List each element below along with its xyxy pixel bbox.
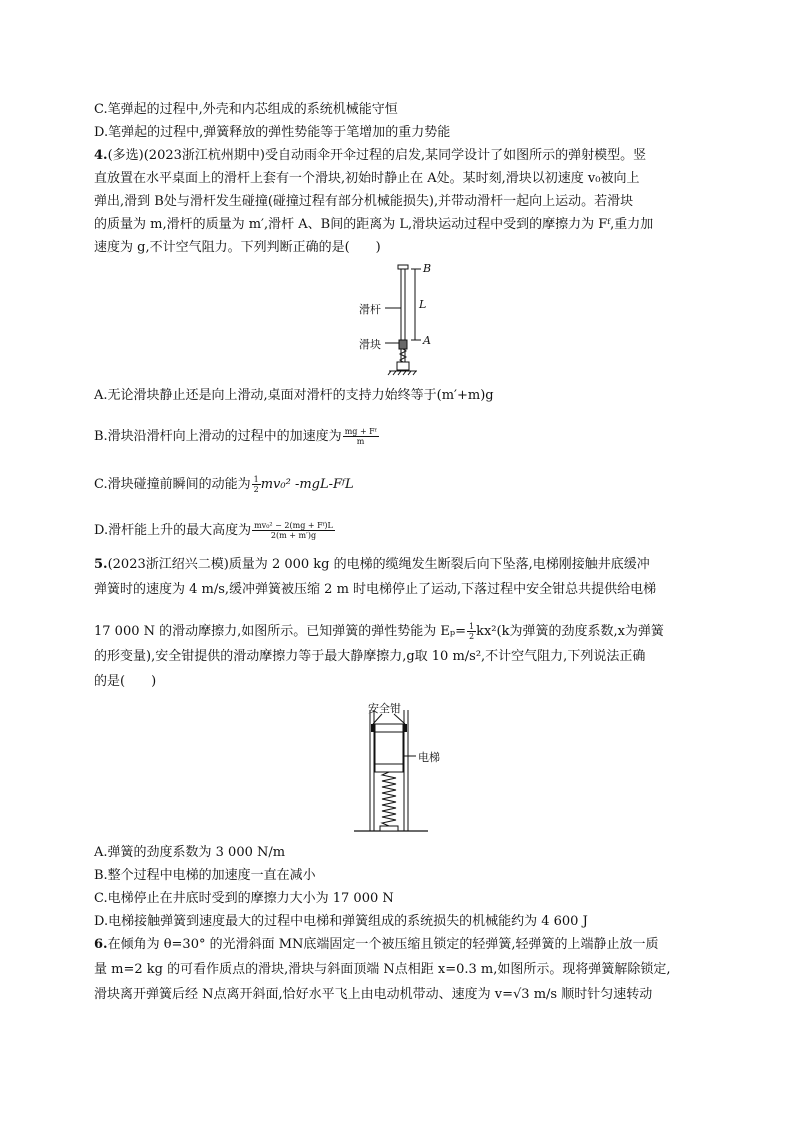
q4-option-c <box>94 475 354 494</box>
point-b-label: B <box>423 262 432 275</box>
q4-option-c-text: C.滑块碰撞前瞬间的动能为 <box>94 477 251 492</box>
safety-clamp-label: 安全钳 <box>368 702 401 715</box>
q5-line-1 <box>94 556 650 574</box>
block-label: 滑块 <box>359 338 381 351</box>
q5-option-b: B.整个过程中电梯的加速度一直在减小 <box>94 868 316 883</box>
q4-option-d-fraction <box>252 521 335 540</box>
elevator-label: 电梯 <box>418 751 440 764</box>
q5-text-3b: kx²(k为弹簧的劲度系数,x为弹簧 <box>476 624 664 639</box>
q5-text-1: (2023浙江绍兴二模)质量为 2 000 kg 的电梯的缆绳发生断裂后向下坠落,电梯刚接触井底缓冲 <box>107 557 650 572</box>
q4-option-d <box>94 521 335 540</box>
q5-line-3 <box>94 622 664 641</box>
base <box>397 362 409 370</box>
rod-label: 滑杆 <box>359 303 381 316</box>
fraction-denominator: 2 <box>253 485 259 494</box>
spring-base <box>380 826 398 831</box>
q6-line-1 <box>94 936 659 954</box>
block <box>399 340 407 349</box>
q4-figure-svg <box>355 262 445 382</box>
q4-option-c-fraction <box>252 475 261 494</box>
q5-figure-svg <box>352 700 472 835</box>
q5-option-d: D.电梯接触弹簧到速度最大的过程中电梯和弹簧组成的系统损失的机械能约为 4 600 J <box>94 914 588 929</box>
q4-line-1 <box>94 147 646 165</box>
q4-line-5: 速度为 g,不计空气阻力。下列判断正确的是( ) <box>94 240 381 255</box>
safety-clamp-left <box>371 724 375 732</box>
q4-option-b-fraction <box>343 427 379 446</box>
rod <box>401 266 405 366</box>
q5-line-5: 的是( ) <box>94 674 157 689</box>
q5-line-2: 弹簧时的速度为 4 m/s,缓冲弹簧被压缩 2 m 时电梯停止了运动,下落过程中安全钳总共提供给电梯 <box>94 582 657 597</box>
fraction-denominator: m <box>356 437 365 446</box>
q4-option-c-formula: mv₀² -mgL-FᶠL <box>260 477 354 492</box>
option-c-prev: C.笔弹起的过程中,外壳和内芯组成的系统机械能守恒 <box>94 102 398 117</box>
q4-line-2: 直放置在水平桌面上的滑杆上套有一个滑块,初始时静止在 A处。某时刻,滑块以初速度 v₀被向上 <box>94 171 640 186</box>
fraction-numerator: mg + Fᶠ <box>344 427 377 436</box>
q6-number: 6. <box>94 937 108 952</box>
q4-figure <box>355 262 445 382</box>
length-l-label: L <box>419 298 427 311</box>
q4-option-b-text: B.滑块沿滑杆向上滑动的过程中的加速度为 <box>94 429 342 444</box>
q5-option-c: C.电梯停止在井底时受到的摩擦力大小为 17 000 N <box>94 891 394 906</box>
fraction-denominator: 2(m + m′)g <box>270 531 317 540</box>
option-d-prev: D.笔弹起的过程中,弹簧释放的弹性势能等于笔增加的重力势能 <box>94 125 451 140</box>
elevator-car <box>375 724 403 772</box>
q6-line-3: 滑块离开弹簧后经 N点离开斜面,恰好水平飞上由电动机带动、速度为 v=√3 m/s 顺时针匀速转动 <box>94 987 653 1002</box>
safety-clamp-right <box>403 724 407 732</box>
q6-text-1: 在倾角为 θ=30° 的光滑斜面 MN底端固定一个被压缩且锁定的轻弹簧,轻弹簧的上端静止放一质 <box>107 937 659 952</box>
q4-line-3: 弹出,滑到 B处与滑杆发生碰撞(碰撞过程有部分机械能损失),并带动滑杆一起向上运动。若滑块 <box>94 194 634 209</box>
point-a-label: A <box>423 334 431 347</box>
q6-line-2: 量 m=2 kg 的可看作质点的滑块,滑块与斜面顶端 N点相距 x=0.3 m,如图所示。现将弹簧解除锁定, <box>94 962 671 977</box>
fraction-denominator: 2 <box>468 632 475 641</box>
q4-number: 4. <box>94 148 108 163</box>
q4-line-4: 的质量为 m,滑杆的质量为 m′,滑杆 A、B间的距离为 L,滑块运动过程中受到的摩擦力为 Fᶠ,重力加 <box>94 217 654 232</box>
q5-number: 5. <box>94 557 108 572</box>
fraction-numerator: mv₀² − 2(mg + Fᶠ)L <box>254 521 333 530</box>
q4-option-b <box>94 427 379 446</box>
q4-option-a: A.无论滑块静止还是向上滑动,桌面对滑杆的支持力始终等于(m′+m)g <box>94 388 494 403</box>
q4-option-d-text: D.滑杆能上升的最大高度为 <box>94 523 252 538</box>
q5-text-3a: 17 000 N 的滑动摩擦力,如图所示。已知弹簧的弹性势能为 Eₚ= <box>94 624 466 639</box>
rod-top-cap <box>398 265 408 269</box>
q5-option-a: A.弹簧的劲度系数为 3 000 N/m <box>94 845 286 860</box>
q5-figure <box>352 700 472 835</box>
fraction-numerator: 1 <box>253 475 259 484</box>
q5-line-4: 的形变量),安全钳提供的滑动摩擦力等于最大静摩擦力,g取 10 m/s²,不计空气阻力,下列说法正确 <box>94 649 646 664</box>
q4-text-1: (多选)(2023浙江杭州期中)受自动雨伞开伞过程的启发,某同学设计了如图所示的弹射模型。竖 <box>107 148 647 163</box>
q5-line-3-fraction <box>467 622 476 641</box>
fraction-numerator: 1 <box>468 622 475 631</box>
buffer-spring <box>382 772 396 826</box>
